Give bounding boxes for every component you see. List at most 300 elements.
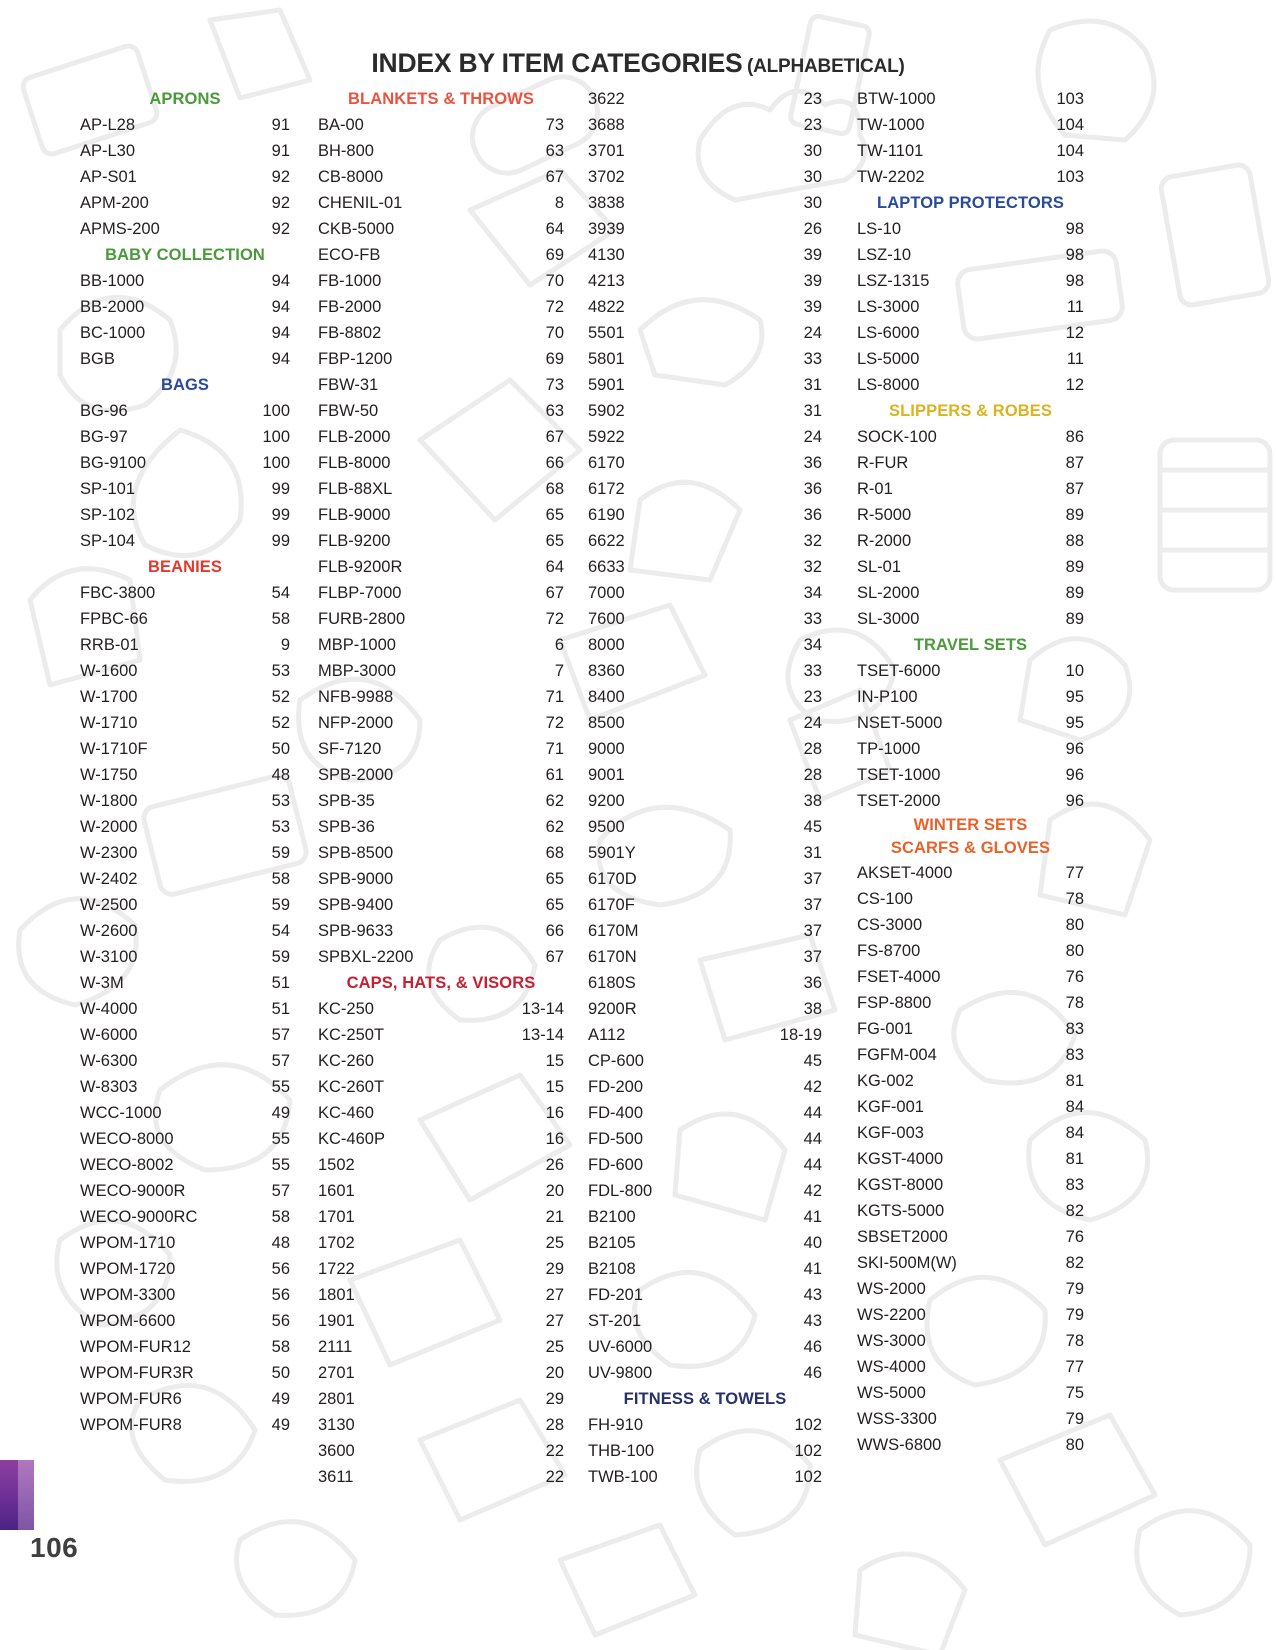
index-entry[interactable] (857, 860, 1084, 886)
index-entry[interactable] (80, 320, 290, 346)
index-entry[interactable] (80, 788, 290, 814)
index-entry[interactable] (318, 658, 564, 684)
entry-code: FSP-8800 (857, 994, 932, 1012)
entry-page: 94 (271, 272, 290, 290)
entry-page: 78 (1065, 994, 1084, 1012)
index-entry[interactable] (80, 1152, 290, 1178)
index-entry[interactable] (588, 762, 822, 788)
index-entry[interactable] (588, 684, 822, 710)
entry-page: 45 (803, 818, 822, 836)
index-entry[interactable] (588, 190, 822, 216)
index-entry[interactable] (318, 606, 564, 632)
entry-page: 87 (1065, 454, 1084, 472)
index-entry[interactable] (80, 398, 290, 424)
entry-code: FH-910 (588, 1416, 644, 1434)
entry-code: W-2402 (80, 870, 138, 888)
entry-code: W-1750 (80, 766, 138, 784)
index-entry[interactable] (857, 1432, 1084, 1458)
entry-page: 55 (271, 1078, 290, 1096)
entry-code: KGTS-5000 (857, 1202, 945, 1220)
index-entry[interactable] (857, 164, 1084, 190)
index-entry[interactable] (588, 1074, 822, 1100)
index-entry[interactable] (318, 866, 564, 892)
index-entry[interactable] (588, 242, 822, 268)
index-entry[interactable] (318, 1152, 564, 1178)
index-entry[interactable] (857, 372, 1084, 398)
index-entry[interactable] (588, 970, 822, 996)
index-entry[interactable] (588, 1438, 822, 1464)
index-entry[interactable] (588, 1152, 822, 1178)
index-entry[interactable] (318, 580, 564, 606)
entry-code: 1801 (318, 1286, 355, 1304)
index-entry[interactable] (318, 242, 564, 268)
entry-code: WWS-6800 (857, 1436, 942, 1454)
index-entry[interactable] (857, 964, 1084, 990)
index-entry[interactable] (318, 1386, 564, 1412)
index-entry[interactable] (588, 710, 822, 736)
entry-page: 49 (271, 1416, 290, 1434)
entry-code: 8400 (588, 688, 625, 706)
section-heading: CAPS, HATS, & VISORS (346, 974, 536, 992)
index-entry[interactable] (588, 268, 822, 294)
index-entry[interactable] (318, 1308, 564, 1334)
index-entry[interactable] (80, 1334, 290, 1360)
index-entry[interactable] (80, 840, 290, 866)
index-entry[interactable] (318, 1412, 564, 1438)
entry-code: CB-8000 (318, 168, 384, 186)
entry-code: CP-600 (588, 1052, 644, 1070)
entry-page: 27 (545, 1312, 564, 1330)
index-entry[interactable] (588, 164, 822, 190)
entry-code: R-5000 (857, 506, 912, 524)
entry-code: FB-2000 (318, 298, 382, 316)
index-entry[interactable] (857, 886, 1084, 912)
index-entry[interactable] (588, 840, 822, 866)
index-entry[interactable] (318, 398, 564, 424)
index-entry[interactable] (588, 1022, 822, 1048)
index-entry[interactable] (857, 990, 1084, 1016)
index-entry[interactable] (318, 320, 564, 346)
index-entry[interactable] (857, 1354, 1084, 1380)
entry-code: FBW-31 (318, 376, 379, 394)
index-entry[interactable] (857, 1250, 1084, 1276)
index-entry[interactable] (318, 1074, 564, 1100)
entry-page: 36 (803, 506, 822, 524)
entry-code: KC-460 (318, 1104, 374, 1122)
index-entry[interactable] (588, 346, 822, 372)
section-heading: LAPTOP PROTECTORS (877, 194, 1064, 212)
entry-code: TW-1000 (857, 116, 925, 134)
entry-page: 37 (803, 896, 822, 914)
index-entry[interactable] (857, 938, 1084, 964)
entry-page: 96 (1065, 792, 1084, 810)
index-entry[interactable] (857, 242, 1084, 268)
entry-code: 8360 (588, 662, 625, 680)
index-entry[interactable] (588, 1308, 822, 1334)
index-entry[interactable] (318, 450, 564, 476)
entry-page: 31 (803, 402, 822, 420)
index-entry[interactable] (80, 1126, 290, 1152)
index-entry[interactable] (80, 1074, 290, 1100)
index-entry[interactable] (80, 762, 290, 788)
entry-page: 25 (545, 1234, 564, 1252)
entry-code: WCC-1000 (80, 1104, 162, 1122)
index-entry[interactable] (588, 372, 822, 398)
entry-page: 24 (803, 324, 822, 342)
entry-code: 2701 (318, 1364, 355, 1382)
index-entry[interactable] (318, 216, 564, 242)
index-entry[interactable] (857, 424, 1084, 450)
index-entry[interactable] (857, 788, 1084, 814)
index-entry[interactable] (588, 866, 822, 892)
entry-code: FLB-9200R (318, 558, 403, 576)
index-entry[interactable] (318, 684, 564, 710)
index-entry[interactable] (80, 606, 290, 632)
index-entry[interactable] (318, 996, 564, 1022)
index-entry[interactable] (318, 164, 564, 190)
index-entry[interactable] (857, 528, 1084, 554)
index-entry[interactable] (318, 944, 564, 970)
index-entry[interactable] (80, 1386, 290, 1412)
entry-code: TP-1000 (857, 740, 921, 758)
entry-code: FD-200 (588, 1078, 644, 1096)
index-entry[interactable] (588, 1334, 822, 1360)
entry-page: 62 (545, 818, 564, 836)
entry-code: KC-460P (318, 1130, 385, 1148)
index-entry[interactable] (857, 86, 1084, 112)
entry-page: 66 (545, 454, 564, 472)
index-entry[interactable] (80, 944, 290, 970)
index-entry[interactable] (857, 606, 1084, 632)
index-entry[interactable] (857, 684, 1084, 710)
entry-code: LS-3000 (857, 298, 920, 316)
index-entry[interactable] (80, 580, 290, 606)
index-entry[interactable] (318, 372, 564, 398)
index-entry[interactable] (318, 1022, 564, 1048)
entry-page: 58 (271, 870, 290, 888)
index-entry[interactable] (857, 1016, 1084, 1042)
entry-page: 32 (803, 558, 822, 576)
index-entry[interactable] (588, 1126, 822, 1152)
index-entry[interactable] (857, 1068, 1084, 1094)
entry-code: 3130 (318, 1416, 355, 1434)
entry-page: 89 (1065, 558, 1084, 576)
index-entry[interactable] (80, 736, 290, 762)
index-entry[interactable] (80, 710, 290, 736)
entry-page: 49 (271, 1104, 290, 1122)
index-entry[interactable] (318, 502, 564, 528)
entry-page: 38 (803, 792, 822, 810)
entry-code: A112 (588, 1026, 626, 1044)
index-entry[interactable] (588, 1412, 822, 1438)
index-entry[interactable] (857, 1380, 1084, 1406)
index-entry[interactable] (857, 554, 1084, 580)
page-title-main: INDEX BY ITEM CATEGORIES (371, 48, 743, 78)
entry-page: 64 (545, 558, 564, 576)
index-entry[interactable] (588, 138, 822, 164)
index-entry[interactable] (80, 1256, 290, 1282)
entry-page: 11 (1066, 350, 1084, 368)
index-entry[interactable] (857, 1042, 1084, 1068)
index-entry[interactable] (588, 1048, 822, 1074)
index-entry[interactable] (80, 658, 290, 684)
index-entry[interactable] (80, 996, 290, 1022)
index-entry[interactable] (857, 580, 1084, 606)
index-entry[interactable] (318, 528, 564, 554)
index-entry[interactable] (80, 502, 290, 528)
index-entry[interactable] (857, 762, 1084, 788)
entry-page: 44 (803, 1130, 822, 1148)
entry-code: FLB-9000 (318, 506, 391, 524)
index-entry[interactable] (588, 320, 822, 346)
index-entry[interactable] (318, 762, 564, 788)
index-entry[interactable] (80, 164, 290, 190)
index-entry[interactable] (588, 1360, 822, 1386)
index-entry[interactable] (80, 450, 290, 476)
entry-page: 96 (1065, 740, 1084, 758)
index-entry[interactable] (857, 710, 1084, 736)
index-entry[interactable] (588, 450, 822, 476)
entry-code: W-8303 (80, 1078, 138, 1096)
index-entry[interactable] (588, 554, 822, 580)
index-entry[interactable] (588, 632, 822, 658)
entry-code: WECO-8002 (80, 1156, 174, 1174)
index-entry[interactable] (588, 86, 822, 112)
entry-code: MBP-1000 (318, 636, 396, 654)
index-entry[interactable] (857, 346, 1084, 372)
index-entry[interactable] (857, 658, 1084, 684)
entry-page: 95 (1065, 714, 1084, 732)
index-entry[interactable] (857, 268, 1084, 294)
index-entry[interactable] (80, 892, 290, 918)
index-entry[interactable] (80, 424, 290, 450)
index-entry[interactable] (588, 476, 822, 502)
index-entry[interactable] (80, 1178, 290, 1204)
entry-code: 5801 (588, 350, 625, 368)
entry-page: 66 (545, 922, 564, 940)
index-entry[interactable] (857, 1302, 1084, 1328)
index-entry[interactable] (857, 1224, 1084, 1250)
index-entry[interactable] (318, 1048, 564, 1074)
index-entry[interactable] (318, 1230, 564, 1256)
index-entry[interactable] (318, 1438, 564, 1464)
index-entry[interactable] (318, 554, 564, 580)
index-entry[interactable] (318, 1100, 564, 1126)
index-entry[interactable] (857, 1276, 1084, 1302)
entry-code: MBP-3000 (318, 662, 396, 680)
index-entry[interactable] (80, 684, 290, 710)
entry-code: NFP-2000 (318, 714, 394, 732)
column-2 (300, 86, 572, 1490)
index-entry[interactable] (80, 190, 290, 216)
entry-page: 96 (1065, 766, 1084, 784)
index-entry[interactable] (80, 1308, 290, 1334)
index-entry[interactable] (857, 1198, 1084, 1224)
index-entry[interactable] (80, 1100, 290, 1126)
index-entry[interactable] (588, 216, 822, 242)
index-entry[interactable] (318, 294, 564, 320)
index-entry[interactable] (588, 528, 822, 554)
index-entry[interactable] (857, 112, 1084, 138)
index-entry[interactable] (857, 476, 1084, 502)
index-entry[interactable] (318, 476, 564, 502)
index-entry[interactable] (318, 1204, 564, 1230)
index-entry[interactable] (857, 1406, 1084, 1432)
entry-page: 31 (803, 844, 822, 862)
entry-code: WS-2000 (857, 1280, 926, 1298)
index-entry[interactable] (857, 1328, 1084, 1354)
entry-code: B2100 (588, 1208, 636, 1226)
entry-code: SPB-9400 (318, 896, 394, 914)
index-entry[interactable] (588, 580, 822, 606)
index-entry[interactable] (80, 346, 290, 372)
index-entry[interactable] (318, 918, 564, 944)
index-entry[interactable] (318, 1178, 564, 1204)
index-entry[interactable] (80, 294, 290, 320)
entry-code: TW-1101 (857, 142, 924, 160)
index-entry[interactable] (80, 918, 290, 944)
index-entry[interactable] (588, 918, 822, 944)
index-entry[interactable] (80, 268, 290, 294)
index-entry[interactable] (588, 944, 822, 970)
index-entry[interactable] (318, 1126, 564, 1152)
entry-page: 80 (1065, 916, 1084, 934)
entry-page: 39 (803, 272, 822, 290)
index-entry[interactable] (588, 1230, 822, 1256)
index-entry[interactable] (588, 294, 822, 320)
index-entry[interactable] (80, 138, 290, 164)
index-entry[interactable] (588, 1100, 822, 1126)
index-entry[interactable] (857, 216, 1084, 242)
index-columns (0, 86, 1276, 1490)
entry-page: 25 (545, 1338, 564, 1356)
index-entry[interactable] (80, 814, 290, 840)
entry-page: 59 (271, 896, 290, 914)
entry-code: R-FUR (857, 454, 909, 472)
entry-code: 8000 (588, 636, 625, 654)
index-entry[interactable] (80, 1022, 290, 1048)
index-entry[interactable] (318, 424, 564, 450)
index-entry[interactable] (318, 1282, 564, 1308)
index-entry[interactable] (318, 840, 564, 866)
entry-page: 104 (1056, 116, 1084, 134)
entry-code: W-1700 (80, 688, 138, 706)
entry-code: 9001 (588, 766, 625, 784)
entry-code: AP-S01 (80, 168, 137, 186)
index-entry[interactable] (857, 138, 1084, 164)
index-entry[interactable] (80, 112, 290, 138)
index-entry[interactable] (588, 1178, 822, 1204)
entry-page: 77 (1065, 864, 1084, 882)
index-entry[interactable] (318, 138, 564, 164)
column-4 (842, 86, 1142, 1490)
entry-page: 87 (1065, 480, 1084, 498)
index-entry[interactable] (588, 606, 822, 632)
index-entry[interactable] (80, 1230, 290, 1256)
index-entry[interactable] (588, 112, 822, 138)
index-entry[interactable] (80, 528, 290, 554)
index-entry[interactable] (857, 294, 1084, 320)
index-entry[interactable] (80, 970, 290, 996)
entry-page: 65 (545, 870, 564, 888)
index-entry[interactable] (80, 1048, 290, 1074)
index-entry[interactable] (588, 736, 822, 762)
index-entry[interactable] (80, 216, 290, 242)
entry-code: SPB-35 (318, 792, 375, 810)
entry-code: 6170D (588, 870, 637, 888)
index-entry[interactable] (318, 1464, 564, 1490)
index-entry[interactable] (857, 320, 1084, 346)
index-entry[interactable] (857, 1146, 1084, 1172)
index-entry[interactable] (318, 814, 564, 840)
index-entry[interactable] (80, 1412, 290, 1438)
index-entry[interactable] (318, 1256, 564, 1282)
index-entry[interactable] (588, 892, 822, 918)
index-entry[interactable] (318, 346, 564, 372)
entry-page: 41 (803, 1260, 822, 1278)
index-entry[interactable] (588, 814, 822, 840)
index-entry[interactable] (318, 190, 564, 216)
index-entry[interactable] (857, 1120, 1084, 1146)
index-entry[interactable] (857, 502, 1084, 528)
index-entry[interactable] (588, 1464, 822, 1490)
index-entry[interactable] (318, 1360, 564, 1386)
index-entry[interactable] (318, 1334, 564, 1360)
index-entry[interactable] (318, 268, 564, 294)
index-entry[interactable] (588, 502, 822, 528)
index-entry[interactable] (588, 1204, 822, 1230)
index-entry[interactable] (588, 996, 822, 1022)
index-entry[interactable] (318, 632, 564, 658)
page-accent-stripe (18, 1460, 34, 1530)
entry-page: 23 (803, 116, 822, 134)
entry-code: 2111 (318, 1338, 353, 1356)
entry-page: 55 (271, 1156, 290, 1174)
entry-code: 6170F (588, 896, 635, 914)
index-entry[interactable] (80, 866, 290, 892)
index-entry[interactable] (857, 912, 1084, 938)
index-entry[interactable] (857, 1172, 1084, 1198)
index-entry[interactable] (80, 1204, 290, 1230)
index-entry[interactable] (80, 1282, 290, 1308)
entry-page: 67 (545, 168, 564, 186)
index-entry[interactable] (588, 788, 822, 814)
index-entry[interactable] (588, 424, 822, 450)
index-entry[interactable] (318, 112, 564, 138)
index-entry[interactable] (318, 788, 564, 814)
index-entry[interactable] (318, 710, 564, 736)
index-entry[interactable] (588, 658, 822, 684)
index-entry[interactable] (857, 1094, 1084, 1120)
entry-page: 31 (803, 376, 822, 394)
index-entry[interactable] (80, 632, 290, 658)
entry-code: FLB-2000 (318, 428, 391, 446)
index-entry[interactable] (588, 1282, 822, 1308)
index-entry[interactable] (857, 736, 1084, 762)
entry-page: 42 (803, 1078, 822, 1096)
index-entry[interactable] (80, 476, 290, 502)
index-entry[interactable] (318, 736, 564, 762)
index-entry[interactable] (588, 1256, 822, 1282)
index-entry[interactable] (80, 1360, 290, 1386)
index-entry[interactable] (318, 892, 564, 918)
entry-page: 46 (803, 1364, 822, 1382)
entry-code: WECO-9000R (80, 1182, 186, 1200)
entry-code: W-3100 (80, 948, 138, 966)
index-entry[interactable] (857, 450, 1084, 476)
index-entry[interactable] (588, 398, 822, 424)
entry-page: 39 (803, 298, 822, 316)
